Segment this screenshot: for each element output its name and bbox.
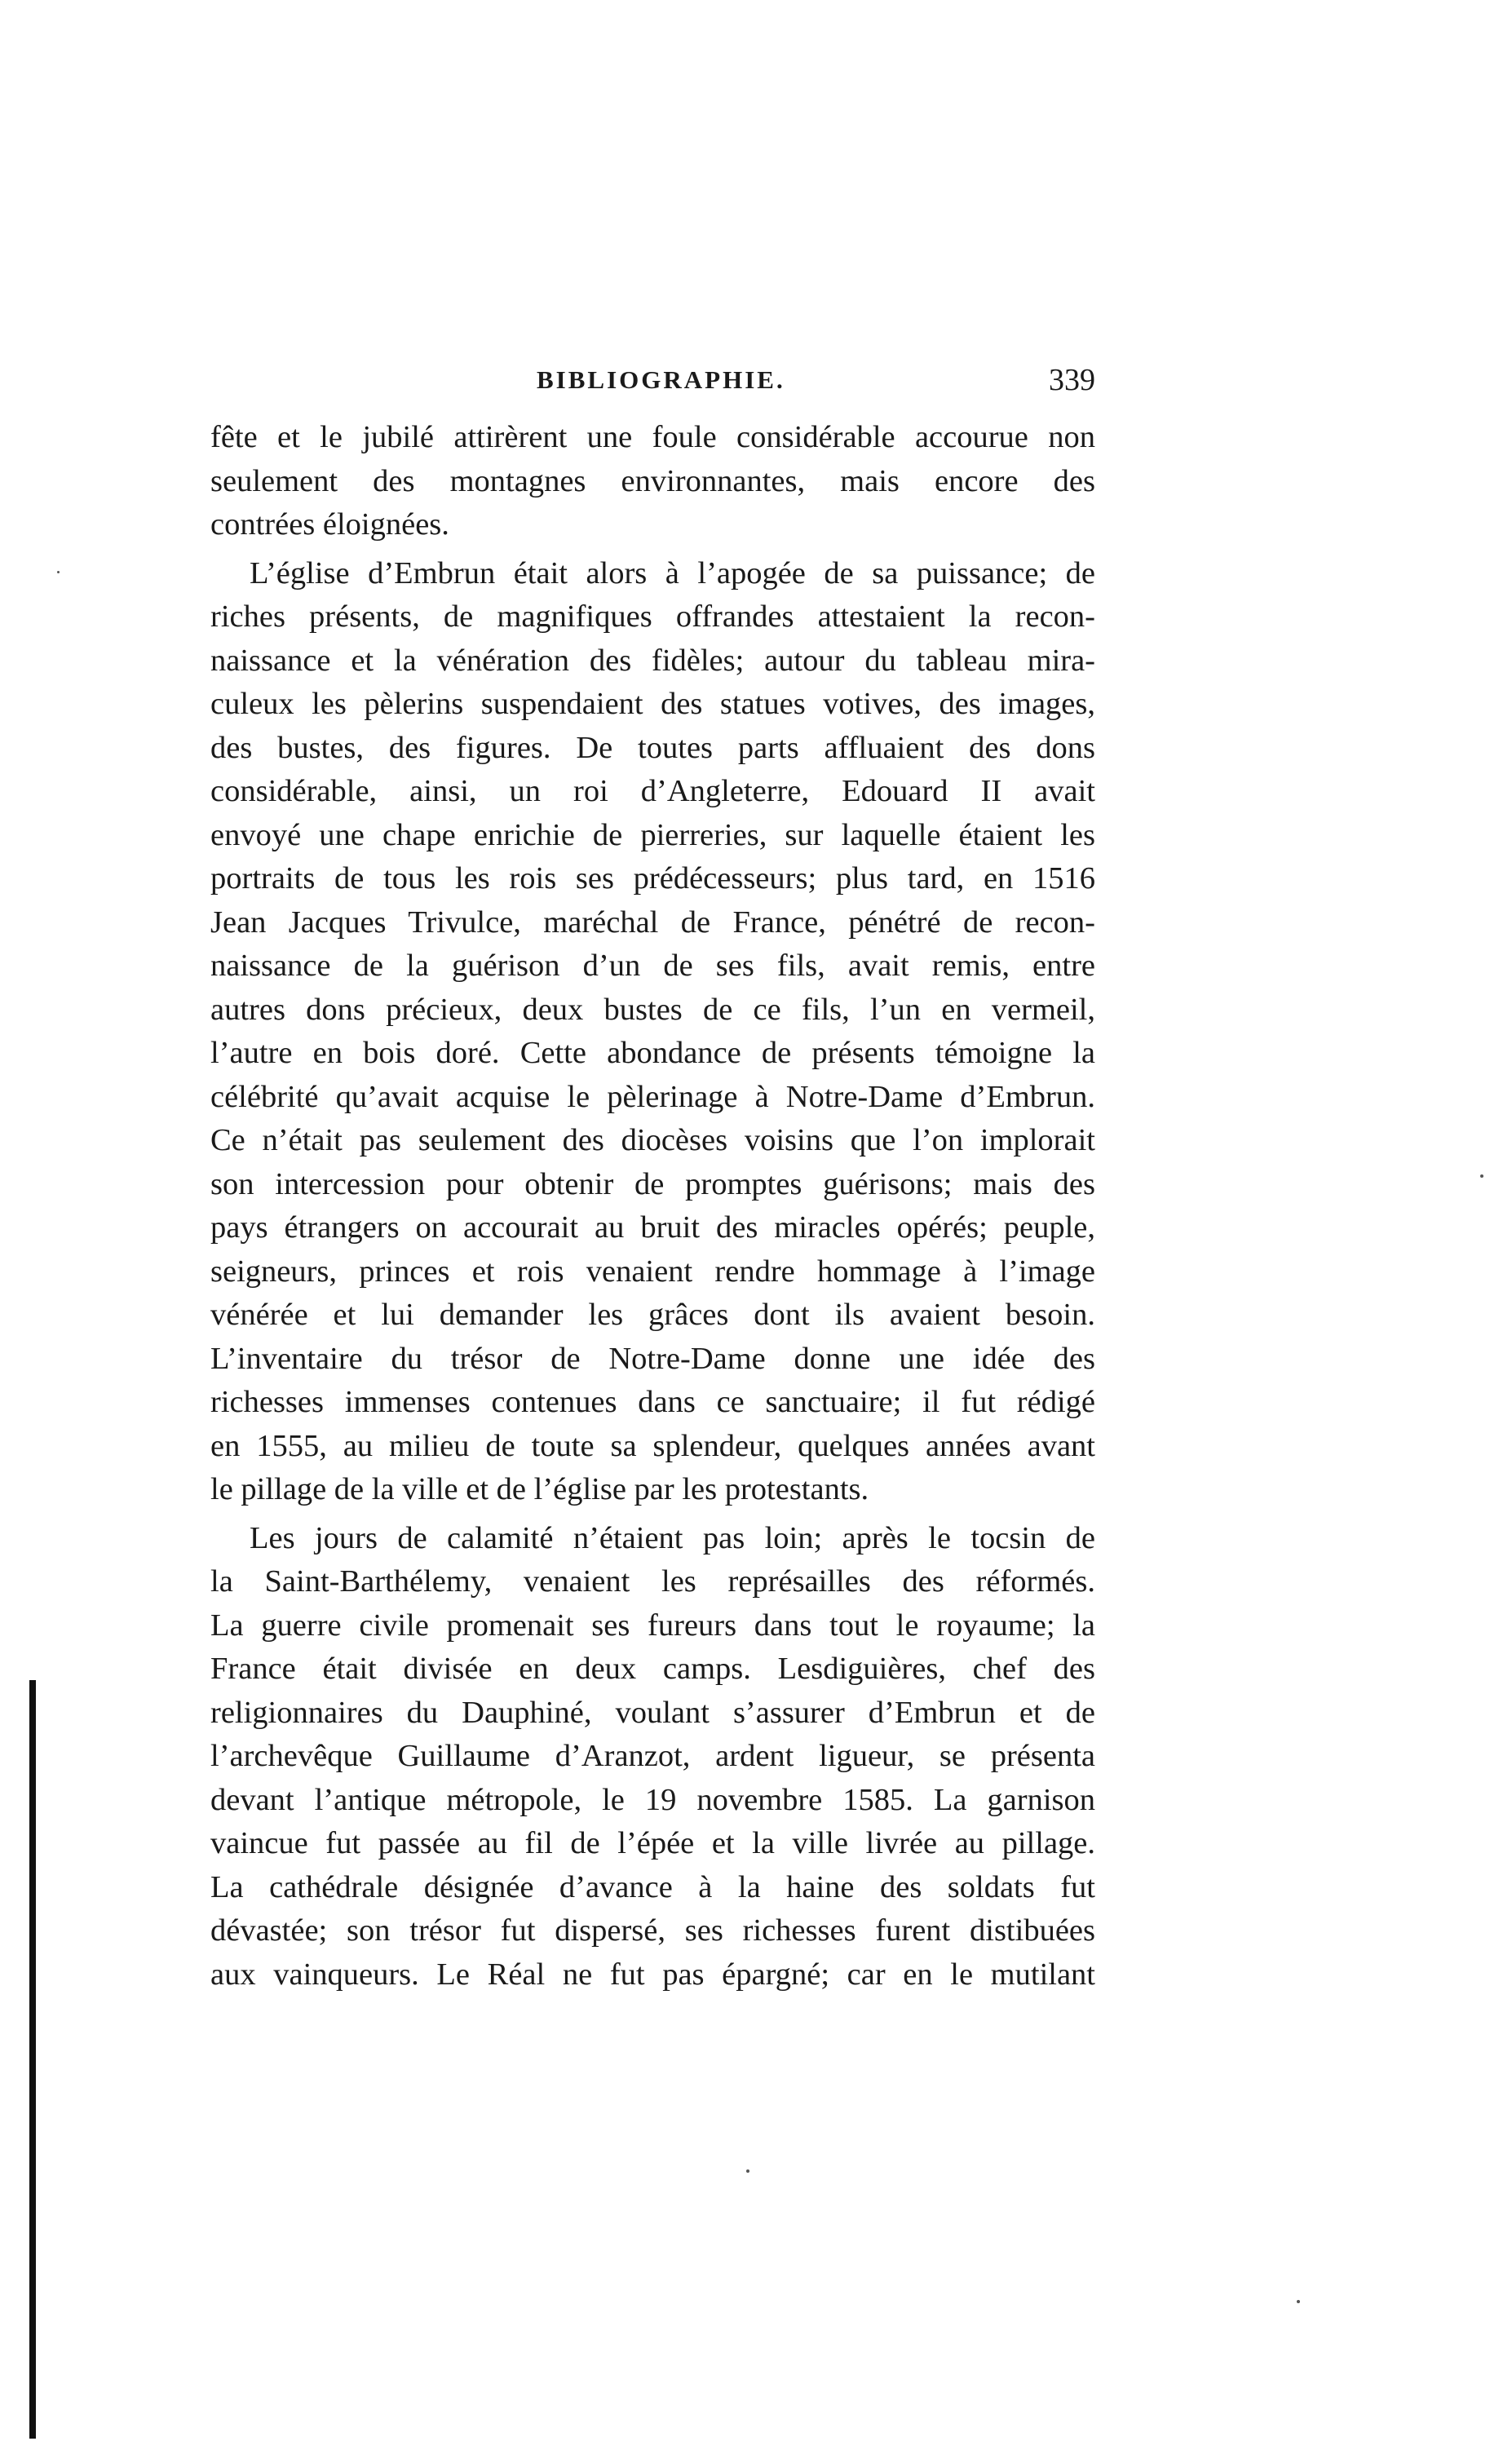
text-line: L’église d’Embrun était alors à l’apogée de sa puissance; de bbox=[250, 555, 1095, 590]
text-line: vaincue fut passée au fil de l’épée et la ville livrée au pillage. bbox=[210, 1826, 1095, 1860]
text-line: religionnaires du Dauphiné, voulant s’assurer d’Embrun et de bbox=[210, 1695, 1095, 1730]
text-line: le pillage de la ville et de l’église par les protestants. bbox=[210, 1472, 869, 1506]
text-line: en 1555, au milieu de toute sa splendeur, quelques années avant bbox=[210, 1428, 1095, 1463]
text-line: son intercession pour obtenir de promptes guérisons; mais des bbox=[210, 1166, 1095, 1201]
text-line: Les jours de calamité n’étaient pas loin; après le tocsin de bbox=[250, 1520, 1095, 1555]
page-header bbox=[210, 365, 1095, 406]
text-line: L’inventaire du trésor de Notre-Dame donne une idée des bbox=[210, 1341, 1095, 1376]
text-line: seigneurs, princes et rois venaient rendre hommage à l’image bbox=[210, 1254, 1095, 1289]
text-line: célébrité qu’avait acquise le pèlerinage à Notre-Dame d’Embrun. bbox=[210, 1079, 1095, 1114]
body-text bbox=[210, 416, 1095, 1997]
text-line: considérable, ainsi, un roi d’Angleterre, Edouard II avait bbox=[210, 774, 1095, 808]
text-line: La guerre civile promenait ses fureurs dans tout le royaume; la bbox=[210, 1608, 1095, 1643]
text-line: des bustes, des figures. De toutes parts affluaient des dons bbox=[210, 730, 1095, 765]
text-line: l’autre en bois doré. Cette abondance de présents témoigne la bbox=[210, 1036, 1095, 1070]
text-line: riches présents, de magnifiques offrandes attestaient la recon- bbox=[210, 599, 1095, 634]
scan-speck bbox=[746, 2169, 749, 2173]
text-line: naissance et la vénération des fidèles; autour du tableau mira- bbox=[210, 643, 1095, 678]
text-line: la Saint-Barthélemy, venaient les représailles des réformés. bbox=[210, 1564, 1095, 1599]
text-line: dévastée; son trésor fut dispersé, ses richesses furent distibuées bbox=[210, 1913, 1095, 1948]
text-line: aux vainqueurs. Le Réal ne fut pas épargné; car en le mutilant bbox=[210, 1957, 1095, 1992]
page-number: 339 bbox=[1049, 363, 1095, 397]
text-line: contrées éloignées. bbox=[210, 507, 449, 542]
text-line: portraits de tous les rois ses prédécesseurs; plus tard, en 1516 bbox=[210, 861, 1095, 896]
text-line: richesses immenses contenues dans ce sanctuaire; il fut rédigé bbox=[210, 1385, 1095, 1419]
scan-speck bbox=[57, 571, 60, 573]
text-line: fête et le jubilé attirèrent une foule considérable accourue non bbox=[210, 420, 1095, 454]
text-line: naissance de la guérison d’un de ses fils, avait remis, entre bbox=[210, 949, 1095, 983]
text-line: seulement des montagnes environnantes, mais encore des bbox=[210, 463, 1095, 498]
scan-speck bbox=[1480, 1174, 1483, 1178]
scan-speck bbox=[1297, 2300, 1300, 2303]
text-line: pays étrangers on accourait au bruit des miracles opérés; peuple, bbox=[210, 1210, 1095, 1245]
text-line: autres dons précieux, deux bustes de ce fils, l’un en vermeil, bbox=[210, 992, 1095, 1027]
text-line: vénérée et lui demander les grâces dont ils avaient besoin. bbox=[210, 1298, 1095, 1332]
text-line: l’archevêque Guillaume d’Aranzot, ardent ligueur, se présenta bbox=[210, 1739, 1095, 1773]
text-line: France était divisée en deux camps. Lesdiguières, chef des bbox=[210, 1652, 1095, 1686]
scan-edge-shadow bbox=[29, 1680, 36, 2439]
text-line: envoyé une chape enrichie de pierreries, sur laquelle étaient les bbox=[210, 817, 1095, 852]
text-line: Jean Jacques Trivulce, maréchal de France, pénétré de recon- bbox=[210, 904, 1095, 940]
text-line: Ce n’était pas seulement des diocèses voisins que l’on implorait bbox=[210, 1123, 1095, 1157]
text-line: culeux les pèlerins suspendaient des statues votives, des images, bbox=[210, 687, 1095, 721]
running-head: BIBLIOGRAPHIE. bbox=[537, 365, 785, 394]
text-line: devant l’antique métropole, le 19 novembre 1585. La garnison bbox=[210, 1782, 1095, 1817]
text-line: La cathédrale désignée d’avance à la haine des soldats fut bbox=[210, 1869, 1095, 1904]
